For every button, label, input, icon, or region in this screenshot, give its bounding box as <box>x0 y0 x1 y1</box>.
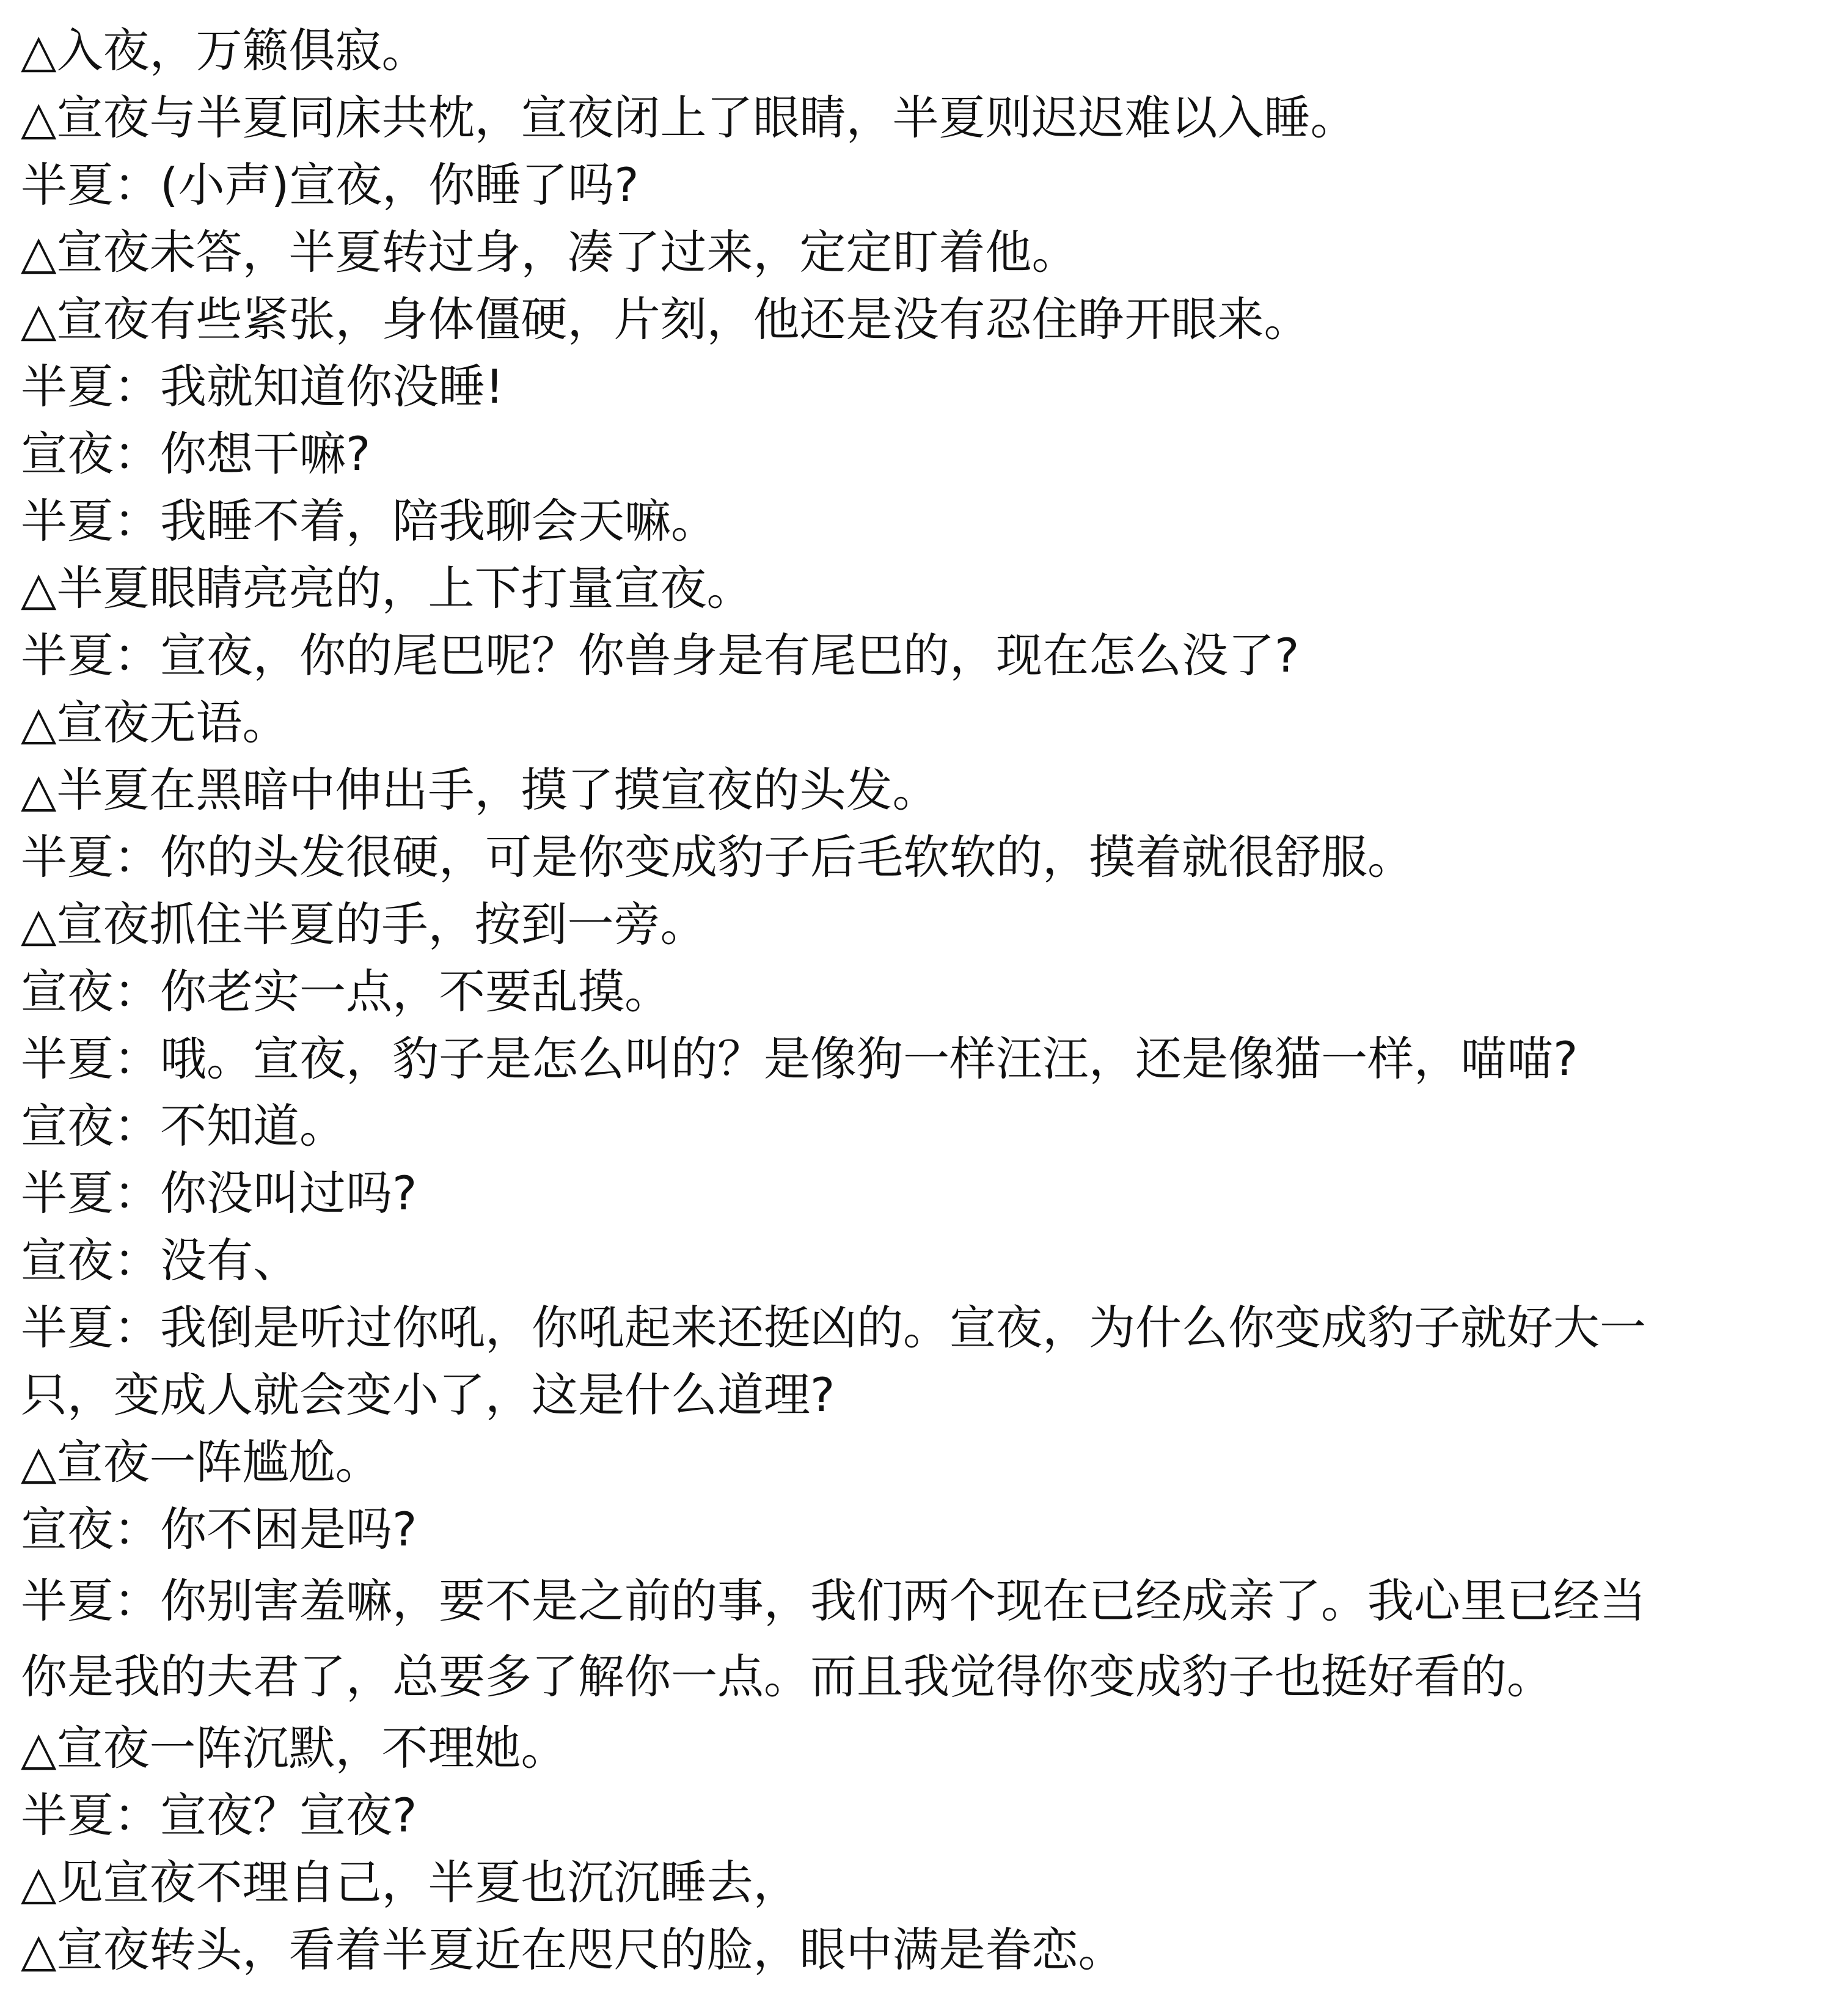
text-line: 宣夜：你想干嘛? <box>21 427 371 481</box>
text-line: 宣夜：没有、 <box>21 1233 299 1288</box>
text-line: 宣夜：不知道。 <box>21 1099 346 1153</box>
text-line: 半夏：宣夜？宣夜? <box>21 1788 417 1842</box>
text-line: 半夏：你的头发很硬，可是你变成豹子后毛软软的，摸着就很舒服。 <box>21 830 1414 884</box>
text-line: △宣夜无语。 <box>21 695 289 750</box>
text-line: △宣夜一阵沉默，不理她。 <box>21 1721 568 1775</box>
text-line: 宣夜：你老实一点，不要乱摸。 <box>21 964 671 1019</box>
text-line: △半夏在黑暗中伸出手，摸了摸宣夜的头发。 <box>21 763 939 817</box>
text-line: 半夏：我倒是听过你吼，你吼起来还挺凶的。宣夜，为什么你变成豹子就好大一 <box>21 1300 1646 1355</box>
text-line: 半夏：你没叫过吗? <box>21 1166 417 1220</box>
text-line: △宣夜与半夏同床共枕，宣夜闭上了眼睛，半夏则迟迟难以入睡。 <box>21 90 1357 145</box>
text-line: 半夏：宣夜，你的尾巴呢？你兽身是有尾巴的，现在怎么没了? <box>21 628 1300 683</box>
text-line: △半夏眼睛亮亮的，上下打量宣夜。 <box>21 561 753 615</box>
text-line: △入夜，万籁俱寂。 <box>21 23 428 78</box>
text-line: 半夏：(小声)宣夜，你睡了吗? <box>21 158 639 212</box>
text-line: 半夏：我睡不着，陪我聊会天嘛。 <box>21 494 717 548</box>
text-line: 宣夜：你不困是吗? <box>21 1502 417 1556</box>
text-line: 你是我的夫君了，总要多了解你一点。而且我觉得你变成豹子也挺好看的。 <box>21 1649 1553 1704</box>
text-line: 半夏：我就知道你没睡! <box>21 359 504 414</box>
text-line: △宣夜抓住半夏的手，按到一旁。 <box>21 897 707 951</box>
text-line: △宣夜一阵尴尬。 <box>21 1435 382 1489</box>
text-line: △宣夜有些紧张，身体僵硬，片刻，他还是没有忍住睁开眼来。 <box>21 292 1311 346</box>
text-line: △宣夜未答，半夏转过身，凑了过来，定定盯着他。 <box>21 225 1078 279</box>
script-document <box>21 17 1823 1984</box>
text-line: △宣夜转头，看着半夏近在咫尺的脸，眼中满是眷恋。 <box>21 1923 1125 1977</box>
text-line: △见宣夜不理自己，半夏也沉沉睡去， <box>21 1855 800 1910</box>
text-line: 半夏：你别害羞嘛，要不是之前的事，我们两个现在已经成亲了。我心里已经当 <box>21 1574 1646 1628</box>
text-line: 只，变成人就会变小了，这是什么道理? <box>21 1368 835 1422</box>
text-line: 半夏：哦。宣夜，豹子是怎么叫的？是像狗一样汪汪，还是像猫一样，喵喵? <box>21 1032 1578 1086</box>
